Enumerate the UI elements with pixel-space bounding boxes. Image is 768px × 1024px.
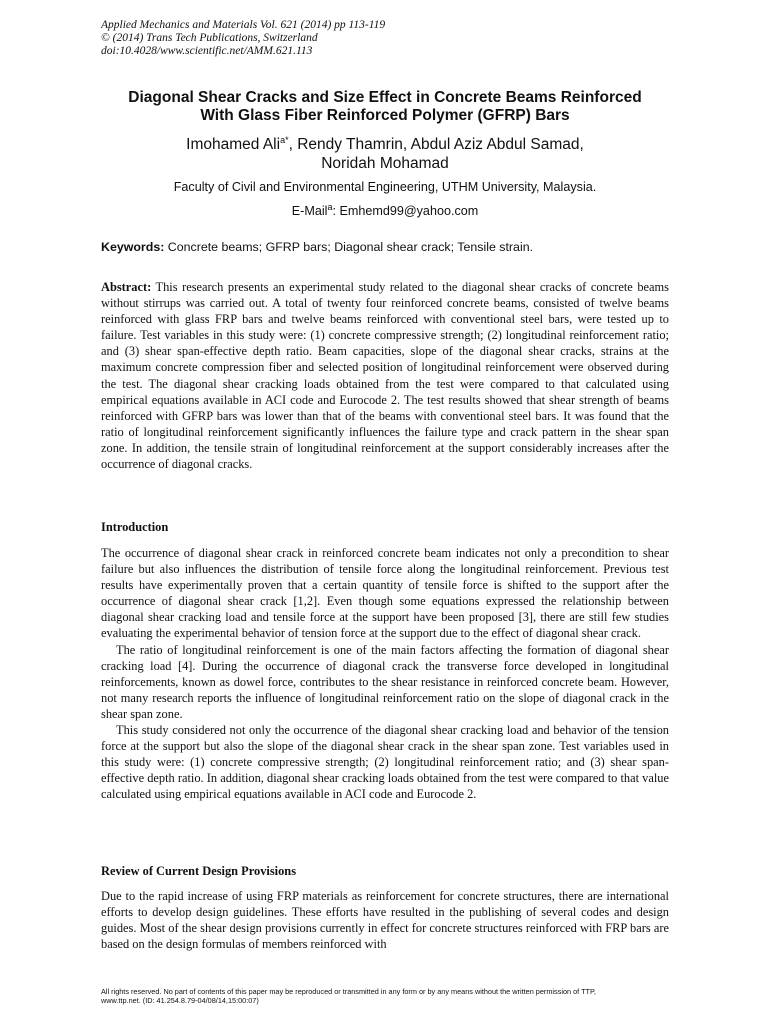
keywords-label: Keywords: [101, 240, 165, 254]
journal-header [101, 19, 521, 58]
email-marker: a [327, 201, 333, 212]
abstract [101, 279, 669, 472]
review-paragraph-1: Due to the rapid increase of using FRP materials as reinforcement for concrete structures, there are international efforts to develop design guidelines. These efforts have resulted in the publishing of several codes and design guides. Most of the shear design provisions currently in effect for concrete structures reinforced with FRP bars are based on the design formulas of members reinforced with [101, 889, 669, 952]
journal-citation: Applied Mechanics and Materials Vol. 621 (2014) pp 113-119 [101, 19, 386, 31]
authors-line-2: Noridah Mohamad [321, 155, 449, 172]
copyright-footer [101, 987, 671, 1005]
other-authors: , Rendy Thamrin, Abdul Aziz Abdul Samad, [288, 136, 584, 153]
intro-paragraph-2: The ratio of longitudinal reinforcement is one of the main factors affecting the formation of diagonal shear cracking load [4]. During the occurrence of diagonal crack the transverse force developed in longitudinal reinforcements, known as dowel force, contributes to the shear resistance in reinforced concrete beam. However, not many research reports the influence of longitudinal reinforcement ratio on the slope of diagonal crack in the shear span zone. [101, 642, 669, 721]
intro-paragraph-1: The occurrence of diagonal shear crack in reinforced concrete beam indicates not only a precondition to shear failure but also influences the distribution of tensile force along the longitudinal reinforcement. Previous test results have experimentally proven that a certain quantity of tensile force is shifted to the support after the occurrence of diagonal shear crack [1,2]. Even though some equations expressed the relationship between diagonal shear cracking load and tensile force at the support have been proposed [3], there are still few studies evaluating the experimental behavior of tension force at the support due to the effect of diagonal shear crack. [101, 546, 669, 641]
review-section [101, 888, 669, 952]
affiliation: Faculty of Civil and Environmental Engineering, UTHM University, Malaysia. [173, 180, 597, 194]
intro-paragraph-3: This study considered not only the occurrence of the diagonal shear cracking load and behavior of the tension force at the support but also the slope of the diagonal shear crack in the shear span zone. Test variables used in this study were: (1) concrete compressive strength; (2) longitudinal reinforcement ratio; and (3) shear span-effective depth ratio. In addition, diagonal shear cracking loads obtained from the test were compared to that value calculated using empirical equations available in ACI code and Eurocode 2. [101, 723, 669, 802]
footer-line-2: www.ttp.net. (ID: 41.254.8.79-04/08/14,15:00:07) [101, 996, 259, 1005]
abstract-text: This research presents an experimental study related to the diagonal shear cracks of concrete beams without stirrups was carried out. A total of twenty four reinforced concrete beams, consisted of twelve beams reinforced with glass FRP bars and twelve beams reinforced with conventional steel bars, were tested up to failure. Test variables in this study were: (1) concrete compressive strength; (2) longitudinal reinforcement ratio; and (3) shear span-effective depth ratio. Beam capacities, slope of the diagonal shear cracks, strains at the maximum concrete compression fiber and selected position of longitudinal reinforcement were observed during the test. The diagonal shear cracking loads obtained from the test were compared to that calculated using empirical equations available in ACI code and Eurocode 2. The test results showed that shear strength of beams reinforced with GFRP bars was lower than that of the beams with conventional steel bars. It was found that the ratio of longitudinal reinforcement significantly influences the failure type and crack pattern in the shear span zone. In addition, the tensile strain of longitudinal reinforcement at the support considerably increases after the occurrence of diagonal cracks. [101, 280, 669, 472]
keywords [101, 240, 671, 255]
author-list [90, 135, 680, 173]
review-heading: Review of Current Design Provisions [101, 864, 297, 878]
keywords-text: Concrete beams; GFRP bars; Diagonal shear crack; Tensile strain. [164, 240, 534, 254]
email-address: : Emhemd99@yahoo.com [332, 204, 479, 218]
authors-line-1 [90, 135, 680, 154]
first-author: Imohamed Ali [186, 136, 281, 153]
first-author-marker: a* [280, 134, 289, 145]
introduction-section [101, 545, 669, 803]
contact-email [90, 201, 680, 219]
email-label: E-Mail [291, 204, 328, 218]
abstract-label: Abstract: [101, 280, 152, 294]
paper-title [80, 89, 690, 125]
doi-line: doi:10.4028/www.scientific.net/AMM.621.113 [101, 45, 313, 57]
title-line-2: With Glass Fiber Reinforced Polymer (GFRP) Bars [200, 107, 570, 124]
title-line-1: Diagonal Shear Cracks and Size Effect in Concrete Beams Reinforced [128, 89, 642, 106]
footer-line-1: All rights reserved. No part of contents of this paper may be reproduced or transmitted in any form or by any means without the written permission of TTP, [101, 987, 596, 996]
copyright-line: © (2014) Trans Tech Publications, Switzerland [101, 32, 318, 44]
introduction-heading: Introduction [101, 520, 169, 534]
